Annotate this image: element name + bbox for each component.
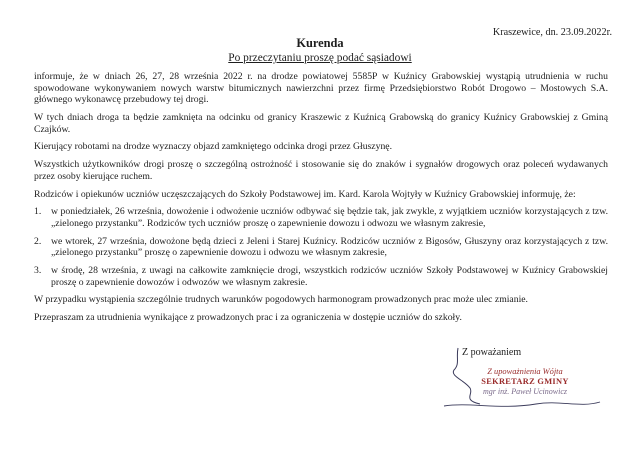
list-item-text: w środę, 28 września, z uwagi na całkowite zamknięcie drogi, wszystkich rodziców uczniów Szkoły Podstawowej w Kuźnicy Grabowskiej proszę o zapewnienie dowozów i odwozów we własnym zakresie. — [51, 265, 608, 288]
list-item — [34, 236, 608, 259]
document-body — [34, 71, 608, 330]
stamp-name: mgr inż. Paweł Ucinowicz — [483, 387, 567, 396]
paragraph-parents: Rodziców i opiekunów uczniów uczęszczających do Szkoły Podstawowej im. Kard. Karola Wojtyły w Kuźnicy Grabowskiej informuję, że: — [34, 188, 576, 200]
document-title: Kurenda — [296, 36, 344, 50]
paragraph-road-closure: W tych dniach droga ta będzie zamknięta na odcinku od granicy Kraszewic z Kuźnicą Grabowską do granicy Kuźnicy Grabowskiej z Gminą Czajków. — [34, 111, 608, 135]
paragraph-weather: W przypadku wystąpienia szczególnie trudnych warunków pogodowych harmonogram prowadzonych prac może ulec zmianie. — [34, 294, 528, 306]
list-item-text: we wtorek, 27 września, dowożone będą dzieci z Jeleni i Starej Kuźnicy. Rodziców uczniów z Bigosów, Głuszyny oraz korzystających z tzw. „zielonego przystanku” proszę o zapewnienie dowozu i odwozu we własnym zakresie, — [51, 235, 608, 259]
closing-regards: Z poważaniem — [462, 347, 522, 358]
list-item-text: w poniedziałek, 26 września, dowożenie i odwożenie uczniów odbywać się będzie tak, jak zwykle, z wyjątkiem uczniów korzystających z tzw. „zielonego przystanku”. Rodziców tych uczniów proszę o zapewnienie dowozu i odwozu we własnym zakresie, — [51, 206, 608, 229]
paragraph-caution: Wszystkich użytkowników drogi proszę o szczególną ostrożność i stosowanie się do znaków i sygnałów drogowych oraz poleceń wydawanych przez osoby kierujące ruchem. — [34, 159, 608, 182]
official-stamp — [440, 367, 610, 397]
stamp-authorization: Z upoważnienia Wójta — [487, 367, 563, 376]
stamp-position: SEKRETARZ GMINY — [481, 377, 569, 386]
list-item — [34, 265, 608, 288]
paragraph-detour: Kierujący robotami na drodze wyznaczy objazd zamkniętego odcinka drogi przez Głuszynę. — [34, 141, 393, 153]
paragraph-apology: Przepraszam za utrudnienia wynikające z prowadzonych prac i za ograniczenia w dostępie uczniów do szkoły. — [34, 312, 462, 324]
schedule-list — [34, 206, 608, 288]
paragraph-announcement: informuje, że w dniach 26, 27, 28 września 2022 r. na drodze powiatowej 5585P w Kuźnicy Grabowskiej wystąpią utrudnienia w ruchu spowodowane wykonywaniem nowych warstw bitumicznych nawierzchni przez firmę Przedsiębiorstwo Robót Drogowo – Mostowych S.A. głównego wykonawcę przebudowy tej drogi. — [34, 71, 608, 106]
list-item — [34, 206, 608, 229]
list-item-number: 2. — [34, 235, 42, 247]
document-subtitle: Po przeczytaniu proszę podać sąsiadowi — [228, 52, 412, 64]
list-item-number: 3. — [34, 265, 42, 277]
document-date: Kraszewice, dn. 23.09.2022r. — [492, 27, 612, 38]
list-item-number: 1. — [34, 206, 42, 218]
